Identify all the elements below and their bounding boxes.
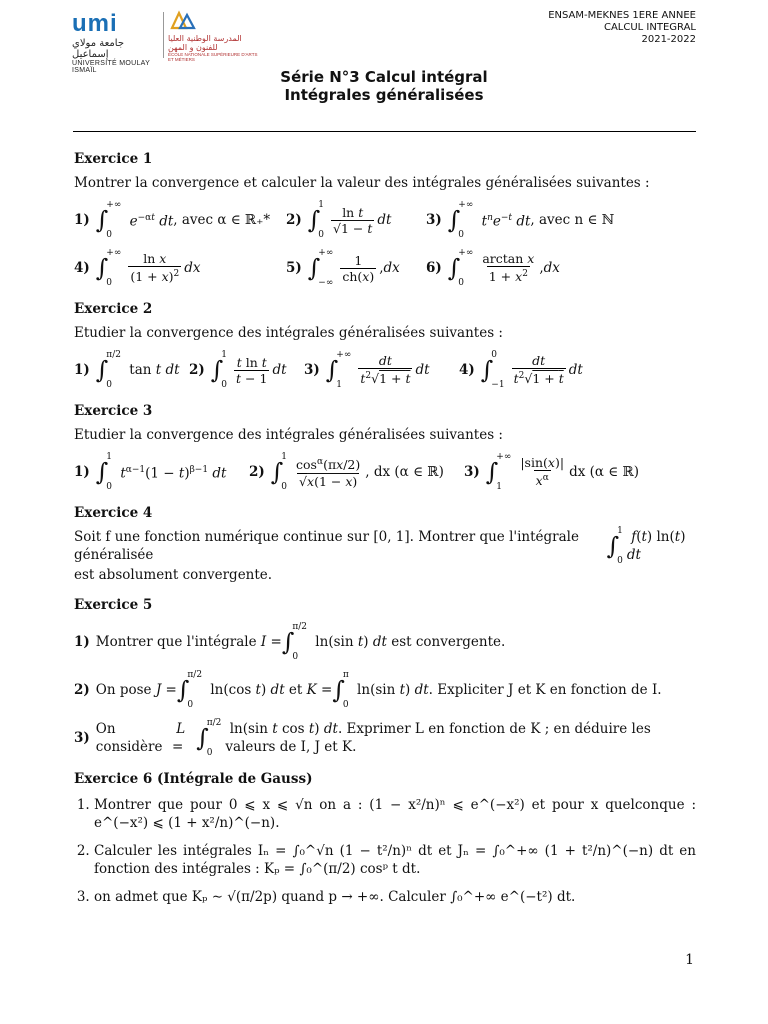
ex4-text-b: est absolument convergente.	[74, 567, 273, 583]
logo-divider	[163, 12, 164, 58]
ex3-text: Etudier la convergence des intégrales généralisées suivantes :	[74, 427, 503, 443]
ex2-integral-1: 1) ∫ π/2 0 tan t dt	[74, 350, 180, 390]
ex2-title: Exercice 2	[74, 301, 153, 317]
page-number: 1	[685, 952, 694, 968]
ex1-row2	[74, 248, 696, 288]
ex1-integral-5: 5) ∫ +∞ −∞ $\frac{1}{ch(x)}$ , dx	[286, 248, 400, 288]
umi-logo-mark: umi	[72, 10, 118, 37]
header-school: ENSAM-MEKNES 1ERE ANNEE	[548, 10, 696, 21]
ex1-integral-4: 4) ∫ +∞ 0 $\frac{\text{ln x}}{(1 + x)^2}$ dx	[74, 248, 201, 288]
ex4-title: Exercice 4	[74, 505, 153, 521]
ensam-emblem-icon	[168, 10, 196, 30]
title-rule	[73, 131, 696, 132]
header-year: 2021-2022	[641, 34, 696, 45]
ensam-logo-french: ÉCOLE NATIONALE SUPÉRIEURE D'ARTS ET MÉTIERS	[168, 52, 258, 62]
ex1-text: Montrer la convergence et calculer la valeur des intégrales généralisées suivantes :	[74, 175, 650, 191]
ex2-integral-3: 3) ∫ +∞ 1 $\frac{dt}{t^2√1 + t}$ dt	[304, 350, 430, 390]
ex2-integral-2: 2) ∫ 1 0 $\frac{\text{t ln t}}{t - 1}$ dt	[189, 350, 287, 390]
title-line2: Intégrales généralisées	[284, 86, 484, 104]
umi-logo-french: UNIVERSITÉ MOULAY ISMAÏL	[72, 60, 150, 74]
ex3-integral-1: 1) ∫ 1 0 $t^{\alpha-1}(1 - t)^{\beta-1}$ dt	[74, 452, 227, 492]
ex1-integral-2: 2) ∫ 1 0 $\frac{\text{ln t}}{√1 - t}$ dt	[286, 200, 392, 240]
ex1-integral-1: 1) ∫ +∞ 0 $e^{-\alpha t}$ dt , avec α ∈ ℝ₊*	[74, 200, 271, 240]
umi-logo-arabic: جامعة مولاي إسماعيل	[72, 38, 125, 60]
ex1-title: Exercice 1	[74, 151, 153, 167]
ex2-text: Etudier la convergence des intégrales généralisées suivantes :	[74, 325, 503, 341]
ex5-q3: 3) On considère L = ∫ π/2 0 ln(sin t cos t) dt. Exprimer L en fonction de K ; en déduire les valeurs de I, J et K.	[74, 718, 651, 758]
exercise-content	[74, 150, 696, 916]
ensam-logo	[168, 10, 260, 60]
ex2-row	[74, 350, 696, 390]
ex4-body: Soit f une fonction numérique continue sur [0, 1]. Montrer que l'intégrale généralisée ∫ 1 0 f(t) ln(t) dt	[74, 526, 686, 566]
ex5-title: Exercice 5	[74, 597, 153, 613]
ex6-title: Exercice 6 (Intégrale de Gauss)	[74, 771, 313, 787]
umi-logo	[72, 10, 162, 74]
ex6-list	[74, 796, 696, 906]
ex3-integral-3: 3) ∫ +∞ 1 $\frac{|\sin(x)|}{x^\alpha}$ dx (α ∈ ℝ)	[464, 452, 640, 492]
ex1-integral-6: 6) ∫ +∞ 0 $\frac{\text{arctan x}}{1 + x^2}$ , dx	[426, 248, 560, 288]
ensam-logo-arabic: المدرسة الوطنية العليا للفنون و المهن	[168, 34, 242, 52]
header-course: CALCUL INTEGRAL	[603, 22, 696, 33]
ex4-text-a: Soit f une fonction numérique continue sur [0, 1]. Montrer que l'intégrale généralisée	[74, 529, 579, 563]
ex6-item-3: 3. on admet que Kₚ ∼ √(π/2p) quand p → +∞. Calculer ∫₀^+∞ e^(−t²) dt.	[94, 888, 696, 906]
ex6-item-1: 1. Montrer que pour 0 ⩽ x ⩽ √n on a : (1 − x²/n)ⁿ ⩽ e^(−x²) et pour x quelconque : e^(−x²) ⩽ (1 + x²/n)^(−n).	[94, 796, 696, 832]
page-title	[0, 68, 768, 104]
ex5-q1: 1) Montrer que l'intégrale I = ∫ π/2 0 ln(sin t) dt est convergente.	[74, 622, 506, 662]
ex1-integral-3: 3) ∫ +∞ 0 $t^ne^{-t}$ dt , avec n ∈ ℕ	[426, 200, 615, 240]
ex1-row1	[74, 200, 696, 240]
ex3-row	[74, 452, 696, 492]
header-info	[548, 10, 696, 46]
ex2-integral-4: 4) ∫ 0 −1 $\frac{dt}{t^2√1 + t}$ dt	[459, 350, 583, 390]
ex5-q2: 2) On pose J = ∫ π/2 0 ln(cos t) dt et K = ∫ π 0 ln(sin t) dt . Expliciter J et K en fonction de I.	[74, 670, 662, 710]
ex6-item-2: 2. Calculer les intégrales Iₙ = ∫₀^√n (1 − t²/n)ⁿ dt et Jₙ = ∫₀^+∞ (1 + t²/n)^(−n) dt en fonction des intégrales : Kₚ = ∫₀^(π/2) cosᵖ t dt.	[94, 842, 696, 878]
ex3-title: Exercice 3	[74, 403, 153, 419]
title-line1: Série N°3 Calcul intégral	[280, 68, 488, 86]
ex3-integral-2: 2) ∫ 1 0 $\frac{\cos^\alpha(\pi x/2)}{√x(1 - x)}$ , dx (α ∈ ℝ)	[249, 452, 444, 492]
